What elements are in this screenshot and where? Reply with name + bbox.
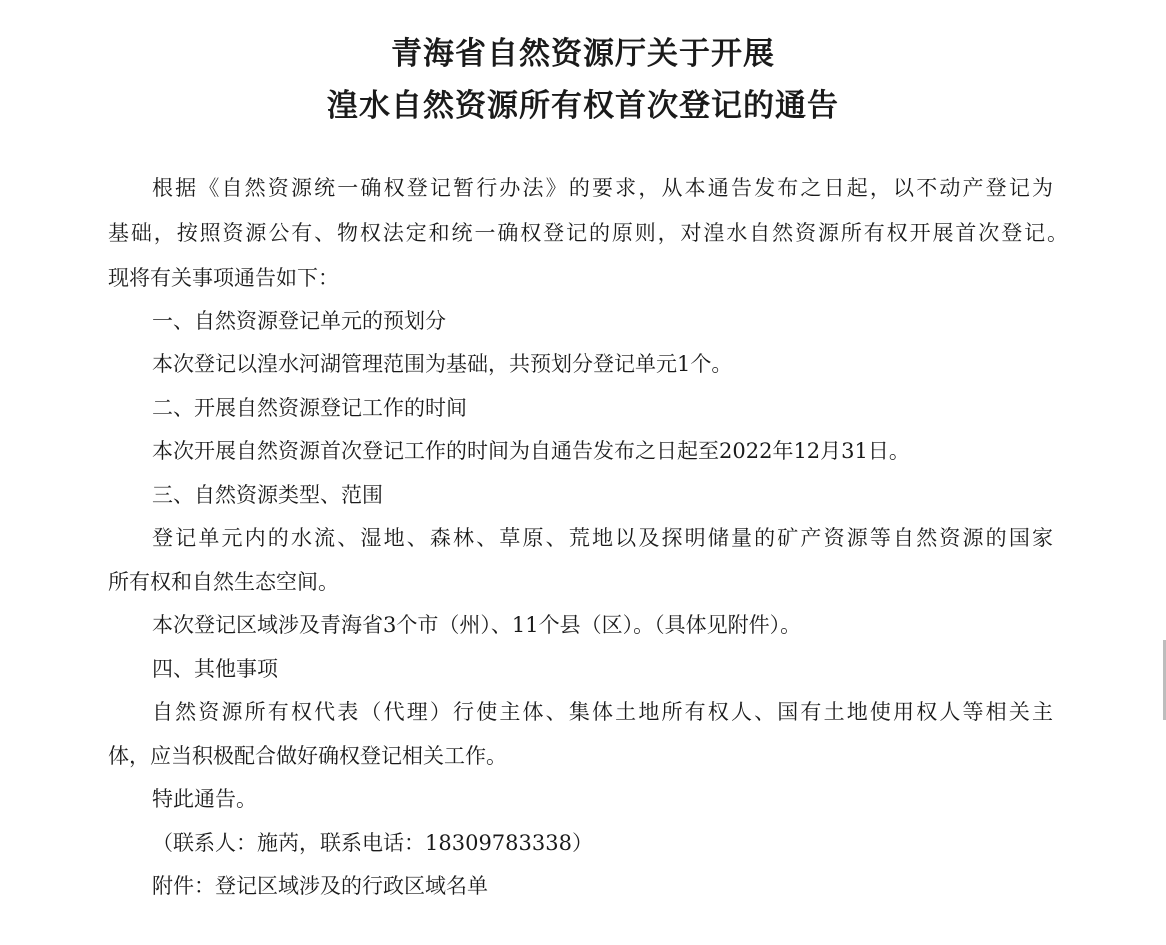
section-3-text-line-1: 登记单元内的水流、湿地、森林、草原、荒地以及探明储量的矿产资源等自然资源的国家 xyxy=(152,526,1053,550)
section-1-heading: 一、自然资源登记单元的预划分 xyxy=(152,309,446,333)
section-4-text-line-1: 自然资源所有权代表（代理）行使主体、集体土地所有权人、国有土地使用权人等相关主 xyxy=(152,700,1053,724)
contact-info: （联系人：施芮，联系电话：18309783338） xyxy=(152,831,593,855)
section-2-heading: 二、开展自然资源登记工作的时间 xyxy=(152,396,467,420)
attachment-note: 附件：登记区域涉及的行政区域名单 xyxy=(152,874,488,898)
section-3-text-line-2: 所有权和自然生态空间。 xyxy=(108,570,339,594)
notice-title-line-1: 青海省自然资源厅关于开展 xyxy=(391,36,775,72)
intro-line-3: 现将有关事项通告如下： xyxy=(108,266,339,290)
section-3-heading: 三、自然资源类型、范围 xyxy=(152,483,383,507)
intro-line-2: 基础，按照资源公有、物权法定和统一确权登记的原则，对湟水自然资源所有权开展首次登记。 xyxy=(108,221,1068,245)
section-4-heading: 四、其他事项 xyxy=(152,657,278,681)
section-2-text: 本次开展自然资源首次登记工作的时间为自通告发布之日起至2022年12月31日。 xyxy=(152,439,910,463)
section-1-text: 本次登记以湟水河湖管理范围为基础，共预划分登记单元1个。 xyxy=(152,352,733,376)
section-4-text-line-2: 体，应当积极配合做好确权登记相关工作。 xyxy=(108,744,507,768)
closing-text: 特此通告。 xyxy=(152,787,257,811)
notice-title-line-2: 湟水自然资源所有权首次登记的通告 xyxy=(327,88,839,124)
section-3-text-line-3: 本次登记区域涉及青海省3个市（州）、11个县（区）。（具体见附件）。 xyxy=(152,613,802,637)
intro-line-1: 根据《自然资源统一确权登记暂行办法》的要求，从本通告发布之日起，以不动产登记为 xyxy=(152,176,1053,200)
